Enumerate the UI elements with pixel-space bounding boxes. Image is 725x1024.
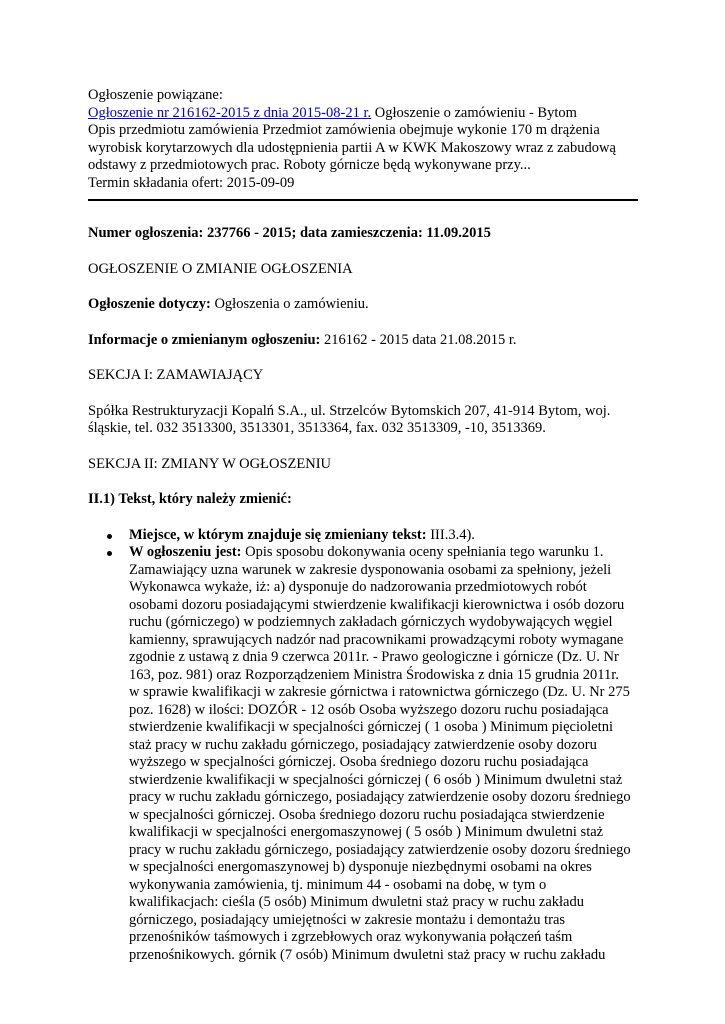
changed-notice-label: Informacje o zmienianym ogłoszeniu: (88, 331, 321, 348)
in-notice-line: pracy w ruchu zakładu górniczego, posiadający zatwierdzenie osoby dozoru średniego (129, 789, 631, 805)
section2-title: SEKCJA II: ZMIANY W OGŁOSZENIU (88, 455, 332, 472)
changed-notice-value: 216162 - 2015 data 21.08.2015 r. (320, 331, 517, 348)
notice-concerns-value: Ogłoszenia o zamówieniu. (210, 296, 369, 312)
related-notice-link[interactable]: Ogłoszenie nr 216162-2015 z dnia 2015-08-21 r. (88, 104, 372, 121)
section2-subtitle: II.1) Tekst, który należy zmienić: (88, 491, 292, 507)
in-notice-line: kwalifikacjach: cieśla (5 osób) Minimum dwuletni staż pracy w ruchu zakładu (129, 894, 584, 910)
in-notice-line: Wykonawca wykaże, iż: a) dysponuje do nadzorowania przedmiotowych robót (129, 579, 587, 595)
related-notice-block (88, 87, 640, 192)
in-notice-line: pracy w ruchu zakładu górniczego, posiadający zatwierdzenie osoby dozoru średniego (129, 841, 631, 858)
in-notice-line: kwalifikacji w specjalności energomaszynowej ( 5 osób ) Minimum dwuletni staż (129, 824, 604, 840)
horizontal-divider (88, 199, 638, 201)
in-notice-line: osobami dozoru posiadającymi stwierdzenie kwalifikacji kierownictwa i osób dozoru (129, 596, 625, 613)
in-notice-label: W ogłoszeniu jest: (129, 544, 242, 560)
related-desc-line: wyrobisk korytarzowych dla udostępnienia partii A w KWK Makoszowy wraz z zabudową (88, 139, 616, 156)
in-notice-line: w specjalności górniczej. Osoba średniego dozoru ruchu posiadająca stwierdzenie (129, 806, 605, 823)
related-first-line (88, 105, 640, 123)
in-notice-line: w specjalności energomaszynowej b) dysponuje niezbędnymi osobami na okres (129, 859, 592, 875)
document-page (88, 87, 640, 964)
related-desc-line: Opis przedmiotu zamówienia Przedmiot zamówienia obejmuje wykonie 170 m drążenia (88, 122, 600, 138)
in-notice-line: wyższego w specjalności górniczej. Osoba średniego dozoru ruchu posiadająca (129, 754, 589, 770)
list-item (88, 544, 640, 964)
in-notice-line: przenośników taśmowych i zgrzebłowych oraz wykonywania połączeń taśm (129, 929, 573, 945)
in-notice-line: wykonywania zamówienia, tj. minimum 44 - osobami na dobę, w tym o (129, 876, 547, 893)
notice-concerns-label: Ogłoszenie dotyczy: (88, 296, 211, 312)
bullet-icon (107, 551, 112, 556)
in-notice-line: stwierdzenie kwalifikacji w specjalności górniczej ( 6 osób ) Minimum dwuletni staż (129, 771, 623, 788)
related-desc-line: odstawy z przedmiotowych prac. Roboty górnicze będą wykonywane przy... (88, 157, 531, 173)
related-deadline: Termin składania ofert: 2015-09-09 (88, 174, 295, 191)
in-notice-line: przenośnikowych. górnik (7 osób) Minimum dwuletni staż pracy w ruchu zakładu (129, 946, 606, 963)
notice-type: OGŁOSZENIE O ZMIANIE OGŁOSZENIA (88, 260, 353, 277)
place-value: III.3.4). (426, 526, 475, 543)
related-line-rest: Ogłoszenie o zamówieniu - Bytom (371, 104, 577, 121)
address-line: śląskie, tel. 032 3513300, 3513301, 3513364, fax. 032 3513309, -10, 3513369. (88, 420, 546, 436)
in-notice-line: ruchu (górniczego) w podziemnych zakładach górniczych wydobywających węgiel (129, 614, 613, 630)
in-notice-line: staż pracy w ruchu zakładu górniczego, posiadający zatwierdzenie osoby dozoru (129, 736, 597, 753)
contracting-authority-address (88, 403, 640, 438)
place-label: Miejsce, w którym znajduje się zmieniany tekst: (129, 526, 427, 543)
related-heading: Ogłoszenie powiązane: (88, 87, 223, 103)
in-notice-line: zgodnie z ustawą z dnia 9 czerwca 2011r. - Prawo geologiczne i górnicze (Dz. U. Nr (129, 649, 619, 665)
in-notice-line: Zamawiający uzna warunek w zakresie dysponowania osobami za spełniony, jeżeli (129, 561, 612, 578)
list-item (88, 527, 640, 545)
in-notice-line: stwierdzenie kwalifikacji w specjalności górniczej ( 1 osoba ) Minimum pięcioletni (129, 719, 613, 735)
in-notice-line: w sprawie kwalifikacji w zakresie górnictwa i ratownictwa górniczego (Dz. U. Nr 275 (129, 684, 630, 700)
changes-list (88, 527, 640, 965)
in-notice-line: 163, poz. 981) oraz Rozporządzeniem Ministra Środowiska z dnia 15 grudnia 2011r. (129, 666, 619, 683)
notice-concerns (88, 296, 640, 314)
in-notice-line: kamienny, sprawujących nadzór nad pracownikami prowadzącymi roboty wymagane (129, 631, 624, 648)
changed-notice-info (88, 332, 640, 350)
in-notice-first-line: Opis sposobu dokonywania oceny spełniania tego warunku 1. (241, 544, 604, 560)
in-notice-line: górniczego, posiadający umiejętności w zakresie montażu i demontażu tras (129, 911, 566, 928)
section1-title: SEKCJA I: ZAMAWIAJĄCY (88, 367, 264, 383)
address-line: Spółka Restrukturyzacji Kopalń S.A., ul. Strzelców Bytomskich 207, 41-914 Bytom, woj. (88, 402, 611, 419)
in-notice-line: poz. 1628) w ilości: DOZÓR - 12 osób Osoba wyższego dozoru ruchu posiadająca (129, 701, 609, 718)
bullet-icon (107, 534, 112, 539)
notice-number: Numer ogłoszenia: 237766 - 2015; data zamieszczenia: 11.09.2015 (88, 225, 491, 241)
